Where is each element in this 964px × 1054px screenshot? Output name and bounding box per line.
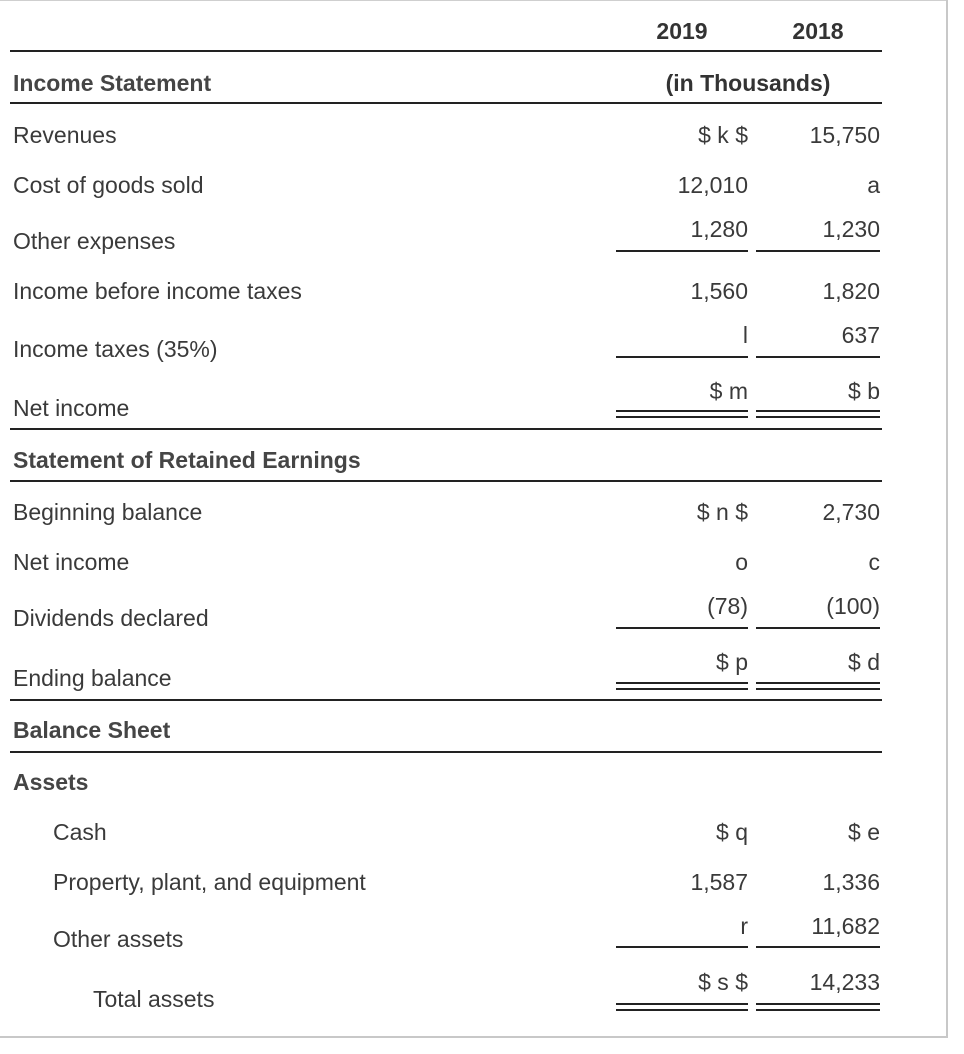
cell-re-net-income-2019: o bbox=[735, 549, 748, 575]
cell-ppe-2018: 1,336 bbox=[822, 869, 880, 895]
cell-revenues-2018: 15,750 bbox=[809, 122, 880, 148]
section-rule bbox=[10, 699, 882, 701]
subtotal-rule-2019 bbox=[616, 627, 748, 629]
total-double-rule-2019 bbox=[616, 410, 748, 418]
cell-cogs-2019: 12,010 bbox=[677, 172, 748, 198]
cell-ppe-2019: 1,587 bbox=[690, 869, 748, 895]
row-label-re-net-income: Net income bbox=[13, 549, 130, 575]
total-double-rule-2019 bbox=[616, 682, 748, 690]
cell-net-income-2019: $ m bbox=[709, 378, 748, 404]
cell-income-before-taxes-2018: 1,820 bbox=[822, 278, 880, 304]
subtotal-rule-2019 bbox=[616, 250, 748, 252]
cell-income-taxes-2019: l bbox=[742, 322, 748, 348]
subtotal-rule-2018 bbox=[756, 356, 880, 358]
row-label-cash: Cash bbox=[53, 819, 107, 845]
subtotal-rule-2018 bbox=[756, 627, 880, 629]
cell-total-assets-2019: $ s $ bbox=[698, 969, 748, 995]
section-rule bbox=[10, 480, 882, 482]
row-label-income-taxes: Income taxes (35%) bbox=[13, 336, 218, 362]
units-label: (in Thousands) bbox=[665, 70, 831, 96]
section-rule bbox=[10, 428, 882, 430]
header-rule bbox=[10, 50, 882, 52]
row-label-dividends: Dividends declared bbox=[13, 605, 209, 631]
section-rule bbox=[10, 102, 882, 104]
subtotal-rule-2019 bbox=[616, 356, 748, 358]
cell-income-taxes-2018: 637 bbox=[841, 322, 880, 348]
section-rule bbox=[10, 751, 882, 753]
subtotal-rule-2018 bbox=[756, 946, 880, 948]
row-label-revenues: Revenues bbox=[13, 122, 117, 148]
cell-cash-2018: $ e bbox=[848, 819, 880, 845]
cell-beginning-balance-2019: $ n $ bbox=[696, 499, 748, 525]
subtotal-rule-2019 bbox=[616, 946, 748, 948]
row-label-net-income: Net income bbox=[13, 395, 130, 421]
total-double-rule-2018 bbox=[756, 1003, 880, 1011]
row-label-income-before-taxes: Income before income taxes bbox=[13, 278, 302, 304]
cell-other-expenses-2018: 1,230 bbox=[822, 216, 880, 242]
cell-revenues-2019: $ k $ bbox=[698, 122, 748, 148]
row-label-beginning-balance: Beginning balance bbox=[13, 499, 203, 525]
subtotal-rule-2018 bbox=[756, 250, 880, 252]
section-title-retained-earnings: Statement of Retained Earnings bbox=[13, 447, 361, 473]
header-year-2018: 2018 bbox=[792, 18, 844, 44]
section-title-assets: Assets bbox=[13, 769, 89, 795]
cell-ending-balance-2018: $ d bbox=[848, 649, 880, 675]
row-label-ending-balance: Ending balance bbox=[13, 665, 172, 691]
row-label-ppe: Property, plant, and equipment bbox=[53, 869, 366, 895]
total-double-rule-2018 bbox=[756, 410, 880, 418]
cell-total-assets-2018: 14,233 bbox=[809, 969, 880, 995]
total-double-rule-2018 bbox=[756, 682, 880, 690]
row-label-other-assets: Other assets bbox=[53, 926, 184, 952]
section-title-income-statement: Income Statement bbox=[13, 70, 212, 96]
cell-other-assets-2018: 11,682 bbox=[811, 913, 880, 939]
cell-other-expenses-2019: 1,280 bbox=[690, 216, 748, 242]
cell-cogs-2018: a bbox=[867, 172, 880, 198]
row-label-total-assets: Total assets bbox=[93, 986, 215, 1012]
section-title-balance-sheet: Balance Sheet bbox=[13, 717, 171, 743]
cell-net-income-2018: $ b bbox=[848, 378, 880, 404]
cell-dividends-2018: (100) bbox=[826, 593, 880, 619]
cell-cash-2019: $ q bbox=[716, 819, 748, 845]
row-label-cogs: Cost of goods sold bbox=[13, 172, 204, 198]
total-double-rule-2019 bbox=[616, 1003, 748, 1011]
row-label-other-expenses: Other expenses bbox=[13, 228, 176, 254]
cell-beginning-balance-2018: 2,730 bbox=[822, 499, 880, 525]
cell-re-net-income-2018: c bbox=[868, 549, 880, 575]
cell-dividends-2019: (78) bbox=[707, 593, 748, 619]
cell-ending-balance-2019: $ p bbox=[716, 649, 748, 675]
header-year-2019: 2019 bbox=[656, 18, 708, 44]
cell-income-before-taxes-2019: 1,560 bbox=[690, 278, 748, 304]
cell-other-assets-2019: r bbox=[740, 913, 748, 939]
